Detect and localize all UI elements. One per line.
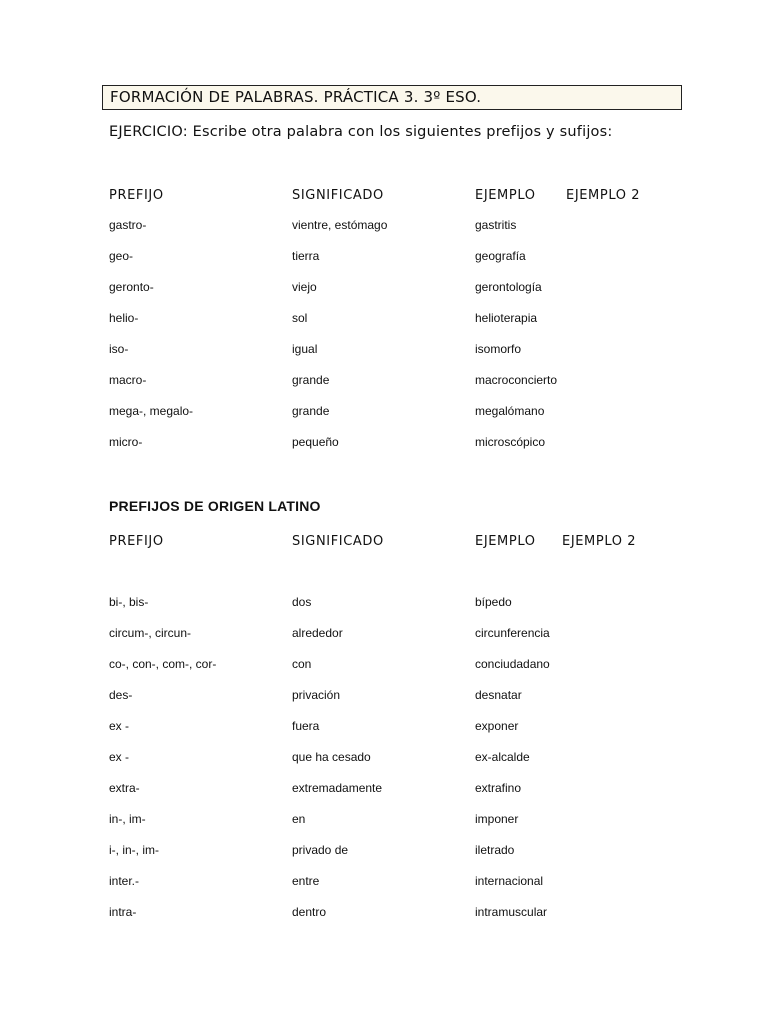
cell-significado: tierra — [292, 249, 320, 263]
cell-prefijo: intra- — [109, 905, 137, 919]
cell-prefijo: ex - — [109, 719, 130, 733]
cell-prefijo: in-, im- — [109, 812, 146, 826]
table-row — [109, 342, 709, 362]
cell-significado: en — [292, 812, 306, 826]
table-row — [109, 812, 709, 832]
cell-ejemplo: conciudadano — [475, 657, 550, 671]
table-row — [109, 874, 709, 894]
cell-significado: dentro — [292, 905, 327, 919]
cell-prefijo: micro- — [109, 435, 143, 449]
table-row — [109, 626, 709, 646]
cell-prefijo: bi-, bis- — [109, 595, 149, 609]
table-row — [109, 595, 709, 615]
cell-ejemplo: extrafino — [475, 781, 522, 795]
cell-prefijo: geronto- — [109, 280, 154, 294]
cell-ejemplo: gastritis — [475, 218, 517, 232]
exercise-instructions: EJERCICIO: Escribe otra palabra con los siguientes prefijos y sufijos: — [109, 124, 613, 140]
cell-prefijo: circum-, circun- — [109, 626, 192, 640]
cell-ejemplo: isomorfo — [475, 342, 522, 356]
table-row — [109, 280, 709, 300]
cell-significado: fuera — [292, 719, 320, 733]
cell-prefijo: iso- — [109, 342, 129, 356]
cell-significado: privación — [292, 688, 341, 702]
cell-prefijo: ex - — [109, 750, 130, 764]
table-row — [109, 750, 709, 770]
cell-ejemplo: exponer — [475, 719, 519, 733]
cell-significado: viejo — [292, 280, 317, 294]
table-row — [109, 905, 709, 925]
cell-ejemplo: gerontología — [475, 280, 542, 294]
cell-significado: que ha cesado — [292, 750, 371, 764]
cell-ejemplo: iletrado — [475, 843, 515, 857]
cell-ejemplo: macroconcierto — [475, 373, 558, 387]
table-row — [109, 218, 709, 238]
cell-ejemplo: intramuscular — [475, 905, 548, 919]
cell-ejemplo: internacional — [475, 874, 544, 888]
page-title: FORMACIÓN DE PALABRAS. PRÁCTICA 3. 3º ESO. — [102, 85, 682, 110]
cell-prefijo: helio- — [109, 311, 139, 325]
cell-prefijo: mega-, megalo- — [109, 404, 194, 418]
cell-ejemplo: helioterapia — [475, 311, 538, 325]
table-row — [109, 435, 709, 455]
table-row — [109, 249, 709, 269]
cell-ejemplo: microscópico — [475, 435, 546, 449]
cell-significado: alrededor — [292, 626, 343, 640]
table2-header-prefijo: PREFIJO — [109, 534, 164, 549]
cell-significado: extremadamente — [292, 781, 383, 795]
table1-header-ejemplo2: EJEMPLO 2 — [566, 188, 641, 203]
table2-header-ejemplo: EJEMPLO — [475, 534, 536, 549]
cell-prefijo: geo- — [109, 249, 134, 263]
cell-ejemplo: circunferencia — [475, 626, 550, 640]
cell-ejemplo: geografía — [475, 249, 526, 263]
cell-significado: privado de — [292, 843, 349, 857]
cell-ejemplo: ex-alcalde — [475, 750, 530, 764]
cell-prefijo: des- — [109, 688, 133, 702]
table2-header-ejemplo2: EJEMPLO 2 — [562, 534, 637, 549]
cell-significado: pequeño — [292, 435, 339, 449]
table-row — [109, 781, 709, 801]
cell-ejemplo: imponer — [475, 812, 519, 826]
cell-ejemplo: megalómano — [475, 404, 545, 418]
cell-prefijo: macro- — [109, 373, 147, 387]
table-row — [109, 657, 709, 677]
table-row — [109, 719, 709, 739]
section-title-latin: PREFIJOS DE ORIGEN LATINO — [109, 498, 321, 514]
table-row — [109, 688, 709, 708]
cell-significado: igual — [292, 342, 318, 356]
cell-prefijo: inter.- — [109, 874, 140, 888]
cell-significado: grande — [292, 404, 330, 418]
cell-significado: con — [292, 657, 312, 671]
cell-significado: grande — [292, 373, 330, 387]
table-row — [109, 843, 709, 863]
cell-prefijo: extra- — [109, 781, 140, 795]
table-row — [109, 404, 709, 424]
cell-significado: vientre, estómago — [292, 218, 388, 232]
cell-prefijo: i-, in-, im- — [109, 843, 159, 857]
table1-header-significado: SIGNIFICADO — [292, 188, 384, 203]
table-row — [109, 311, 709, 331]
table1-header-prefijo: PREFIJO — [109, 188, 164, 203]
cell-ejemplo: desnatar — [475, 688, 522, 702]
cell-prefijo: gastro- — [109, 218, 147, 232]
cell-significado: entre — [292, 874, 320, 888]
cell-significado: dos — [292, 595, 312, 609]
cell-significado: sol — [292, 311, 308, 325]
cell-ejemplo: bípedo — [475, 595, 512, 609]
cell-prefijo: co-, con-, com-, cor- — [109, 657, 217, 671]
table2-header-significado: SIGNIFICADO — [292, 534, 384, 549]
table-row — [109, 373, 709, 393]
table1-header-ejemplo: EJEMPLO — [475, 188, 536, 203]
